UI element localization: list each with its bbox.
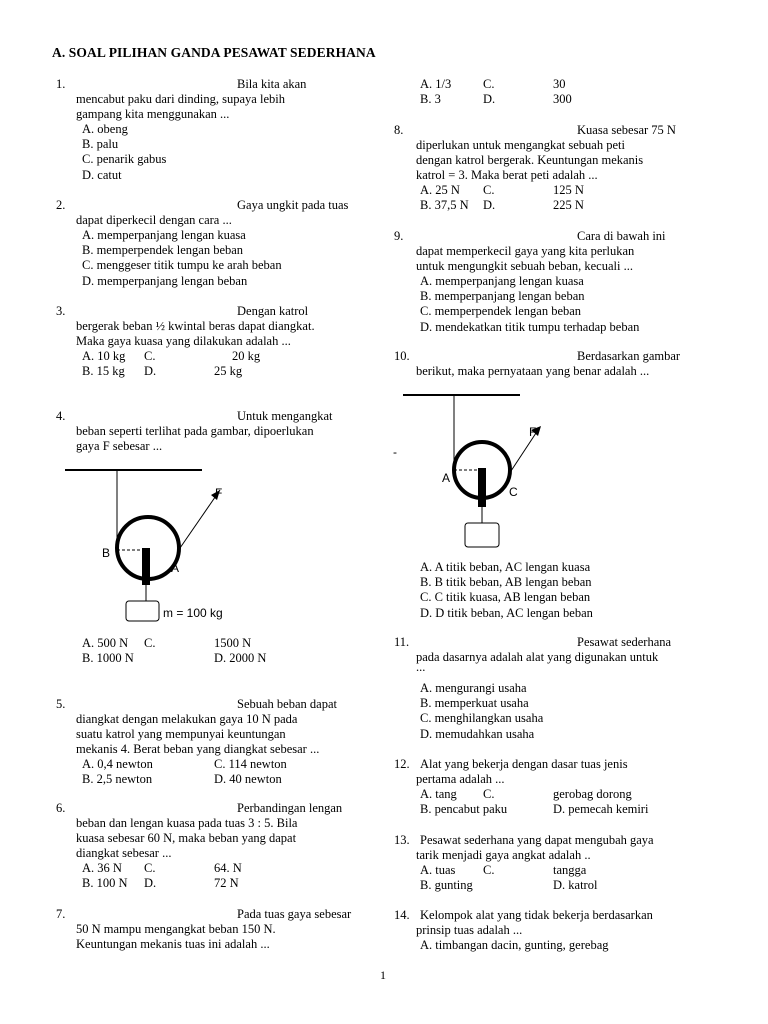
question-number: 7.: [56, 907, 66, 921]
label-f: F: [529, 425, 537, 439]
answer-option[interactable]: B. 15 kg: [82, 364, 125, 378]
answer-option[interactable]: D. memudahkan usaha: [420, 726, 535, 741]
question-text: berikut, maka pernyataan yang benar adalah ...: [416, 364, 650, 378]
question-6: [56, 801, 386, 896]
question-number: 11.: [394, 635, 410, 649]
question-10: [394, 349, 714, 385]
answer-option[interactable]: A. memperpanjang lengan kuasa: [420, 274, 584, 288]
answer-option[interactable]: B. 100 N: [82, 876, 128, 890]
question-text: pada dasarnya adalah alat yang digunakan untuk: [416, 650, 659, 664]
label-b: B: [102, 546, 111, 560]
question-text: Kuasa sebesar 75 N: [577, 123, 676, 137]
answer-option[interactable]: D. 40 newton: [214, 772, 282, 786]
question-text: mencabut paku dari dinding, supaya lebih: [76, 92, 285, 106]
answer-option-letter[interactable]: C.: [144, 861, 156, 875]
answer-option-letter[interactable]: C.: [483, 863, 495, 877]
question-text: Pada tuas gaya sebesar: [237, 907, 352, 921]
question-text: Maka gaya kuasa yang dilakukan adalah ...: [76, 334, 291, 349]
answer-option[interactable]: B. gunting: [420, 878, 473, 892]
answer-option-letter[interactable]: C.: [483, 183, 495, 197]
question-text: Alat yang bekerja dengan dasar tuas jenis: [420, 757, 628, 771]
answer-option-letter[interactable]: D.: [144, 876, 157, 890]
answer-option[interactable]: 72 N: [214, 876, 239, 890]
question-text: suatu katrol yang mempunyai keuntungan: [76, 727, 286, 742]
answer-option[interactable]: A. memperpanjang lengan kuasa: [82, 228, 246, 242]
question-text: beban seperti terlihat pada gambar, dipoerlukan: [76, 424, 314, 438]
question-text: prinsip tuas adalah ...: [416, 923, 523, 937]
stray-dash: -: [393, 445, 397, 459]
question-text: Perbandingan lengan: [237, 801, 343, 815]
question-text: gaya F sebesar ...: [76, 439, 163, 454]
question-text: tarik menjadi gaya angkat adalah ..: [416, 848, 591, 862]
answer-option[interactable]: D. mendekatkan titik tumpu terhadap beban: [420, 319, 640, 334]
question-text: Gaya ungkit pada tuas: [237, 198, 349, 212]
pulley-diagram-q4: [60, 460, 260, 630]
question-2: [56, 198, 386, 293]
question-number: 13.: [394, 833, 410, 847]
answer-option[interactable]: 20 kg: [232, 349, 261, 363]
question-text: Keuntungan mekanis tuas ini adalah ...: [76, 937, 270, 952]
label-a: A: [171, 561, 180, 575]
answer-option[interactable]: A. 25 N: [420, 183, 460, 197]
answer-option[interactable]: B. memperkuat usaha: [420, 696, 529, 711]
answer-option[interactable]: C. menggeser titik tumpu ke arah beban: [82, 258, 282, 273]
answer-option[interactable]: D. pemecah kemiri: [553, 802, 649, 816]
pulley-axle-bar: [142, 548, 150, 585]
question-text: kuasa sebesar 60 N, maka beban yang dapat: [76, 831, 297, 846]
question-number: 14.: [394, 908, 410, 922]
question-text: Sebuah beban dapat: [237, 697, 337, 711]
question-number: 10.: [394, 349, 410, 363]
question-text: mekanis 4. Berat beban yang diangkat sebesar ...: [76, 742, 320, 757]
label-a: A: [442, 471, 451, 485]
rope-pull: [180, 490, 220, 548]
answer-option[interactable]: B. B titik beban, AB lengan beban: [420, 575, 592, 590]
answer-option[interactable]: D. catut: [82, 167, 122, 182]
answer-option[interactable]: A. tang: [420, 787, 457, 801]
question-text: Kelompok alat yang tidak bekerja berdasarkan: [420, 908, 653, 922]
question-text: diperlukan untuk mengangkat sebuah peti: [416, 138, 625, 152]
question-text: Berdasarkan gambar: [577, 349, 681, 363]
question-text: dapat diperkecil dengan cara ...: [76, 213, 232, 227]
answer-option[interactable]: A. obeng: [82, 122, 128, 136]
pulley-diagram-q10: [390, 390, 560, 560]
question-text: diangkat sebesar ...: [76, 846, 172, 861]
pulley-axle-bar: [478, 468, 486, 507]
answer-option[interactable]: A. 0,4 newton: [82, 757, 153, 771]
answer-option[interactable]: B. 1000 N: [82, 651, 134, 665]
question-text: Pesawat sederhana yang dapat mengubah gaya: [420, 833, 654, 847]
answer-option[interactable]: A. 36 N: [82, 861, 122, 875]
question-text: ...: [416, 660, 426, 675]
question-text: diangkat dengan melakukan gaya 10 N pada: [76, 712, 298, 726]
answer-option[interactable]: 64. N: [214, 861, 242, 875]
answer-option[interactable]: B. 2,5 newton: [82, 772, 153, 786]
answer-option[interactable]: A. A titik beban, AC lengan kuasa: [420, 560, 591, 574]
label-c: C: [509, 485, 518, 499]
answer-option[interactable]: 125 N: [553, 183, 584, 197]
question-5: [56, 697, 386, 792]
answer-option[interactable]: D. memperpanjang lengan beban: [82, 273, 248, 288]
question-1: [56, 77, 386, 187]
answer-option[interactable]: D. katrol: [553, 878, 598, 892]
question-text: pertama adalah ...: [416, 772, 505, 786]
label-f: F: [215, 486, 223, 500]
answer-option-letter[interactable]: C.: [483, 787, 495, 801]
question-text: untuk mengungkit sebuah beban, kecuali ...: [416, 259, 633, 274]
answer-option[interactable]: B. 37,5 N: [420, 198, 469, 212]
question-text: Cara di bawah ini: [577, 229, 666, 243]
question-number: 8.: [394, 123, 404, 137]
question-7: [56, 907, 386, 957]
answer-option[interactable]: 300: [553, 92, 572, 106]
question-number: 12.: [394, 757, 410, 771]
answer-option[interactable]: B. memperpendek lengan beban: [82, 243, 244, 258]
question-number: 3.: [56, 304, 66, 318]
answer-option-letter[interactable]: D.: [483, 198, 496, 212]
question-text: Untuk mengangkat: [237, 409, 333, 423]
question-7-options: [420, 77, 720, 109]
question-number: 6.: [56, 801, 66, 815]
answer-option[interactable]: B. palu: [82, 137, 119, 152]
answer-option[interactable]: A. 1/3: [420, 77, 452, 91]
question-text: 50 N mampu mengangkat beban 150 N.: [76, 922, 276, 936]
answer-option[interactable]: A. tuas: [420, 863, 456, 877]
answer-option[interactable]: C. C titik kuasa, AB lengan beban: [420, 590, 591, 605]
answer-option[interactable]: 1500 N: [214, 636, 252, 650]
question-10-options: [420, 560, 720, 622]
load-box: [465, 523, 499, 547]
answer-option-letter[interactable]: C.: [483, 77, 495, 91]
question-text: Bila kita akan: [237, 77, 307, 91]
question-3: [56, 304, 386, 384]
question-12: [394, 757, 714, 821]
answer-option-letter[interactable]: D.: [483, 92, 496, 106]
answer-option[interactable]: 225 N: [553, 198, 584, 212]
load-box: [126, 601, 159, 621]
answer-option[interactable]: B. pencabut paku: [420, 802, 508, 816]
question-number: 9.: [394, 229, 404, 243]
question-11: [394, 635, 714, 745]
question-text: dengan katrol bergerak. Keuntungan mekanis: [416, 153, 644, 168]
question-number: 1.: [56, 77, 66, 91]
question-text: gampang kita menggunakan ...: [76, 107, 230, 122]
question-number: 5.: [56, 697, 66, 711]
answer-option[interactable]: D. 2000 N: [214, 651, 267, 665]
answer-option[interactable]: D. D titik beban, AC lengan beban: [420, 605, 593, 620]
answer-option[interactable]: A. 10 kg: [82, 349, 126, 363]
answer-option[interactable]: gerobag dorong: [553, 787, 632, 801]
question-text: beban dan lengan kuasa pada tuas 3 : 5. Bila: [76, 816, 298, 830]
answer-option[interactable]: A. 500 N: [82, 636, 129, 650]
question-text: katrol = 3. Maka berat peti adalah ...: [416, 168, 598, 183]
answer-option[interactable]: 25 kg: [214, 364, 243, 378]
answer-option[interactable]: B. memperpanjang lengan beban: [420, 289, 585, 304]
answer-option[interactable]: A. mengurangi usaha: [420, 681, 527, 695]
answer-option[interactable]: C. memperpendek lengan beban: [420, 304, 582, 319]
answer-option-letter[interactable]: C.: [144, 349, 156, 363]
question-14: [394, 908, 714, 958]
page-number: 1: [380, 968, 386, 982]
question-text: Dengan katrol: [237, 304, 309, 318]
question-number: 2.: [56, 198, 66, 212]
answer-option[interactable]: 30: [553, 77, 566, 91]
question-text: Pesawat sederhana: [577, 635, 672, 649]
question-number: 4.: [56, 409, 66, 423]
question-8: [394, 123, 714, 218]
question-text: bergerak beban ½ kwintal beras dapat diangkat.: [76, 319, 315, 333]
answer-option[interactable]: B. 3: [420, 92, 441, 106]
answer-option[interactable]: tangga: [553, 863, 587, 877]
page-title: A. SOAL PILIHAN GANDA PESAWAT SEDERHANA: [52, 45, 376, 60]
mass-label: m = 100 kg: [163, 606, 223, 620]
question-text: dapat memperkecil gaya yang kita perlukan: [416, 244, 635, 258]
answer-option-letter[interactable]: C.: [144, 636, 156, 650]
answer-option[interactable]: C. penarik gabus: [82, 152, 167, 167]
answer-option[interactable]: C. 114 newton: [214, 757, 287, 771]
answer-option-letter[interactable]: D.: [144, 364, 157, 378]
answer-option[interactable]: C. menghilangkan usaha: [420, 711, 544, 726]
answer-option[interactable]: A. timbangan dacin, gunting, gerebag: [420, 938, 609, 952]
question-13: [394, 833, 714, 897]
question-9: [394, 229, 714, 339]
